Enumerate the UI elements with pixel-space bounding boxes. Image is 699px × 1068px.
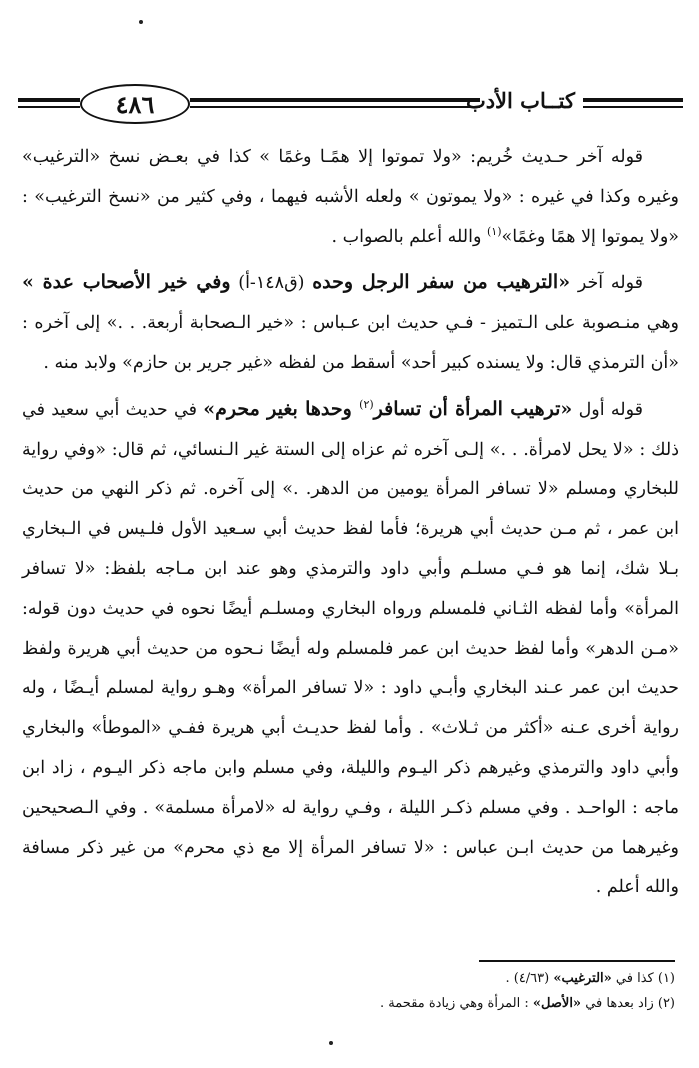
footnotes: [35, 966, 675, 1016]
header-rule-right-thin: [583, 106, 683, 108]
header-rule-middle: [190, 98, 480, 102]
text-run: (ق١٤٨-أ): [230, 273, 313, 294]
text-run: والله أعلم بالصواب .: [331, 226, 487, 247]
header-rule-left-thin: [18, 106, 80, 108]
footnote-marker: (٢): [359, 397, 374, 411]
header-rule-right: [583, 98, 683, 102]
text-run: في حديث أبي سعيد في ذلك : «لا يحل لامرأة. . .» إلـى آخره ثم عزاه إلى الستة غير الـنسائي، ثم قال: «وفي رواية للبخاري ومسلم «لا تسافر المرأة يومين من الدهر. .» إلى آخره. ثم ذكر النهي من حديث ابن عمر ، ثم مـن حديث أبي هريرة؛ فأما لفظ حديث أبي سـعيد الأول فلـيس في الـبخاري بـلا شك، إنما هو فـي مسلـم وأبي داود والترمذي وهو عند ابن مـاجه بلفظ: «لا تسافر المرأة» وأما لفظه الثـاني فلمسلم ورواه البخاري ومسلـم أيضًا نحوه في حديث دون قوله: «مـن الدهر» وأما لفظ حديث ابن عمر فلمسلم وله أيضًا نـحوه من حديث أبي هريرة ولفظ حديث ابن عمر عـند البخاري وأبـي داود : «لا تسافر المرأة» وهـو رواية لمسلم أيـضًا ، وله رواية أخرى عـنه «أكثر من ثـلاث» . وأما لفظ حديـث أبي هريرة ففـي «الموطأ» والبخاري وأبي داود والترمذي وغيرهم ذكر اليـوم والليلة، وفي مسلم وابن ماجه ذكر اليـوم ، زاد ابن ماجه : الواحـد . وفي مسلم ذكـر الليلة ، وفـي رواية له «لامرأة مسلمة» . وفي الـصحيحين وغيرهما من حديث ابـن عباس : «لا تسافر المرأة إلا مع ذي محرم» من غير ذكر مسافة والله أعلم .: [22, 399, 679, 898]
chapter-title-quote: «الترهيب من سفر الرجل وحده: [312, 271, 571, 294]
header-rule-left: [18, 98, 80, 102]
paragraph-3: [22, 390, 679, 908]
running-header: [18, 78, 683, 128]
page-speck-top: [139, 20, 143, 24]
chapter-title-quote: وفي خير الأصحاب عدة »: [22, 271, 231, 294]
book-title: كتــاب الأدب: [465, 88, 575, 113]
footnote-text: زاد بعدها في: [581, 996, 654, 1011]
header-rule-middle-thin: [190, 106, 480, 108]
text-run: قوله آخر حـديث خُريم: «ولا تموتوا إلا همًـا وغمًا » كذا في بعـض نسخ «الترغيب» وغيره وكذا في غيره : «ولا يموتون » ولعله الأشبه فيهما ، وفي كثير من «نسخ الترغيب» : «ولا يموتوا إلا همًا وغمًا»: [22, 147, 679, 247]
footnote-2: [35, 991, 675, 1016]
footnote-text: : المرأة وهي زيادة مقحمة .: [380, 996, 533, 1011]
footnote-text: (٤/٦٣) .: [505, 971, 554, 986]
footnote-marker: (١): [487, 224, 502, 238]
page-number-badge: [80, 84, 190, 124]
paragraph-1: [22, 138, 679, 257]
footnote-text: كذا في: [611, 971, 654, 986]
footnote-separator: [479, 960, 675, 962]
text-run: قوله أول: [572, 399, 644, 420]
text-run: وهي منـصوبة على الـتميز - فـي حديث ابن عـباس : «خير الـصحابة أربعة. . .» إلى آخره : «أن الترمذي قال: ولا يسنده كبير أحد» أسقط من لفظه «غير جرير بن حازم» ولابد منه .: [22, 313, 679, 373]
text-run: قوله آخر: [570, 273, 644, 294]
chapter-title-quote: وحدها بغير محرم»: [203, 397, 360, 420]
page-number: ٤٨٦: [115, 89, 155, 119]
footnote-number: (٢): [657, 996, 675, 1011]
footnote-source: «الأصل»: [532, 996, 582, 1011]
footnote-number: (١): [657, 971, 675, 986]
footnote-1: [35, 966, 675, 991]
main-text: [22, 138, 679, 914]
chapter-title-quote: «ترهيب المرأة أن تسافر: [373, 397, 573, 420]
paragraph-2: [22, 263, 679, 383]
page-speck-bottom: [329, 1041, 333, 1045]
footnote-source: «الترغيب»: [553, 971, 612, 986]
